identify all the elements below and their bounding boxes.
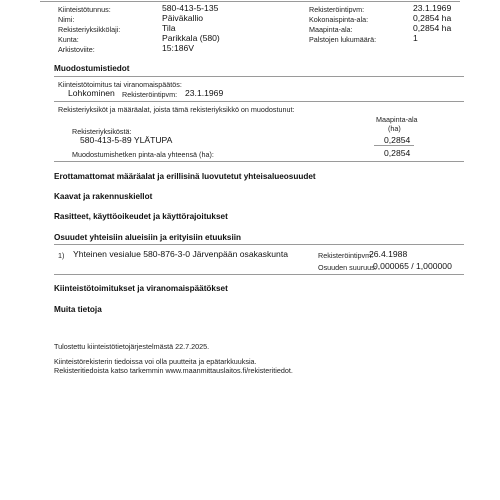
procedure-registration-value: 23.1.1969 (185, 88, 224, 98)
procedure-value: Lohkominen (68, 88, 115, 98)
section-rasitteet: Rasitteet, käyttöoikeudet ja käyttörajoitukset (54, 212, 228, 221)
parcel-count-value: 1 (413, 33, 418, 43)
property-name-label: Nimi: (58, 15, 75, 24)
share-description: Yhteinen vesialue 580-876-3-0 Järvenpään osakaskunta (73, 249, 288, 259)
section-toimitukset: Kiinteistötoimitukset ja viranomaispäätökset (54, 284, 228, 293)
archive-ref-value: 15:186V (162, 43, 195, 53)
formation-title: Muodostumistiedot (54, 64, 130, 73)
source-unit-area: 0,2854 (384, 135, 411, 145)
source-unit-value: 580-413-5-89 YLÄTUPA (80, 135, 173, 145)
procedure-label: Kiinteistötoimitus tai viranomaispäätös: (58, 80, 182, 89)
property-id-value: 580-413-5-135 (162, 3, 219, 13)
property-id-label: Kiinteistötunnus: (58, 5, 111, 14)
section-kaavat: Kaavat ja rakennuskiellot (54, 192, 153, 201)
sources-label: Rekisteriyksiköt ja määräalat, joista tämä rekisteriyksikkö on muodostunut: (58, 105, 295, 114)
land-area-value: 0,2854 ha (413, 23, 452, 33)
divider (54, 244, 464, 245)
share-index: 1) (58, 251, 65, 260)
divider (54, 76, 464, 77)
total-area-label: Kokonaispinta-ala: (309, 15, 369, 24)
disclaimer-link-line: Rekisteritiedoista katso tarkemmin www.maanmittauslaitos.fi/rekisteritiedot. (54, 366, 293, 375)
unit-type-label: Rekisteriyksikkölaji: (58, 25, 121, 34)
share-registration-label: Rekisteröintipvm: (318, 251, 374, 260)
parcel-count-label: Palstojen lukumäärä: (309, 35, 377, 44)
area-underline (374, 145, 414, 146)
procedure-registration-label: Rekisteröintipvm: (122, 90, 178, 99)
share-registration-value: 26.4.1988 (369, 249, 408, 259)
total-area-value: 0,2854 ha (413, 13, 452, 23)
divider (54, 101, 464, 102)
property-name-value: Päiväkallio (162, 13, 204, 23)
divider (54, 161, 464, 162)
disclaimer-line: Kiinteistörekisterin tiedoissa voi olla puutteita ja epätarkkuuksia. (54, 357, 257, 366)
share-size-value: 0,000065 / 1,000000 (373, 261, 452, 271)
municipality-value: Parikkala (580) (162, 33, 220, 43)
share-size-label: Osuuden suuruus: (318, 263, 377, 272)
area-header-unit: (ha) (388, 124, 401, 133)
municipality-label: Kunta: (58, 35, 79, 44)
total-area-value: 0,2854 (384, 148, 411, 158)
section-erottamattomat: Erottamattomat määräalat ja erillisinä luovutetut yhteisalueosuudet (54, 172, 316, 181)
section-muita: Muita tietoja (54, 305, 102, 314)
area-header: Maapinta-ala (376, 115, 418, 124)
top-divider (40, 1, 460, 2)
section-osuudet: Osuudet yhteisiin alueisiin ja erityisiin etuuksiin (54, 233, 241, 242)
registration-date-label: Rekisteröintipvm: (309, 5, 365, 14)
divider (54, 274, 464, 275)
unit-type-value: Tila (162, 23, 176, 33)
total-area-label: Muodostumishetken pinta-ala yhteensä (ha): (72, 150, 214, 159)
printed-note: Tulostettu kiinteistötietojärjestelmästä 22.7.2025. (54, 342, 210, 351)
source-unit-label: Rekisteriyksiköstä: (72, 127, 132, 136)
archive-ref-label: Arkistoviite: (58, 45, 95, 54)
land-area-label: Maapinta-ala: (309, 25, 353, 34)
registration-date-value: 23.1.1969 (413, 3, 452, 13)
